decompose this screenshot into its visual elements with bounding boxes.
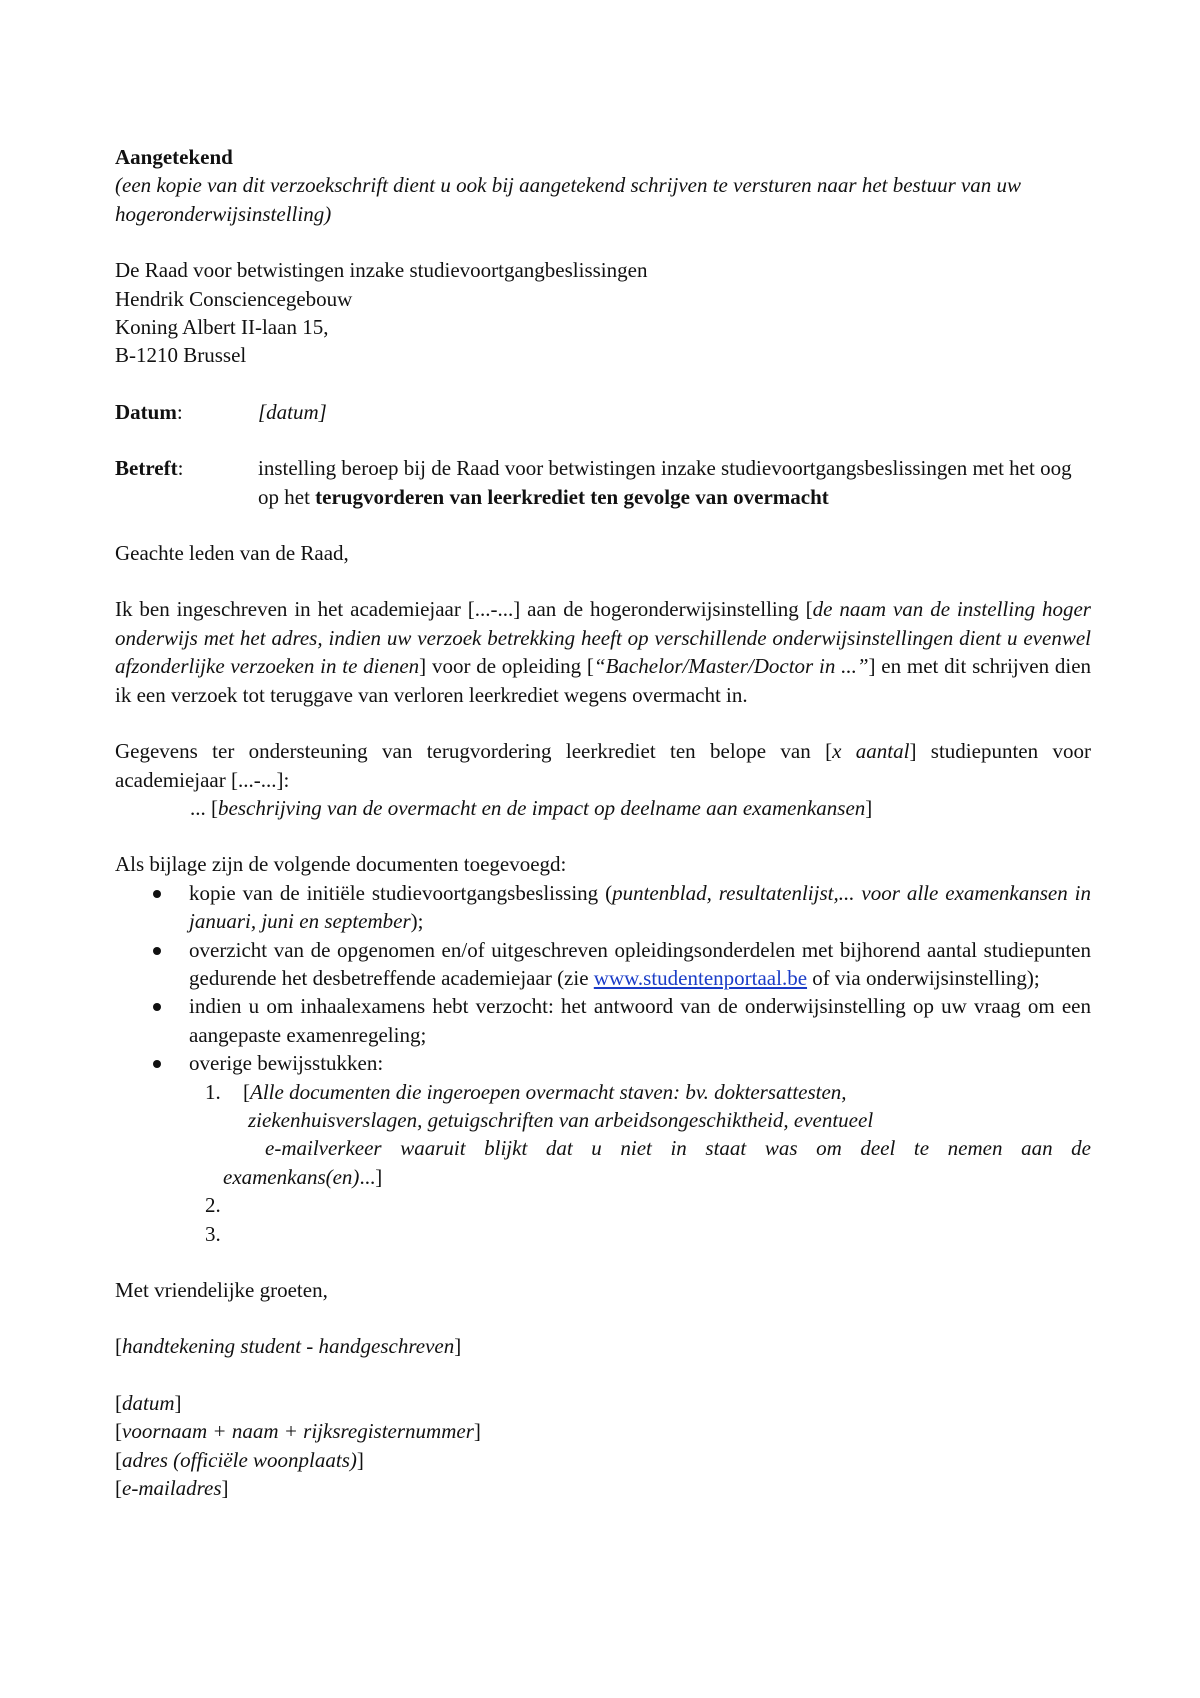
- list-item: [115, 1220, 1091, 1248]
- list-item: overzicht van de opgenomen en/of uitgeschreven opleidingsonderdelen met bijhorend aantal studiepunten gedurende het desbetreffende academiejaar (zie www.studentenportaal.be of via onderwijsinstelling);: [115, 936, 1091, 993]
- datum-row: [115, 398, 1091, 426]
- betreft-row: [115, 454, 1091, 511]
- list-item: kopie van de initiële studievoortgangsbeslissing (puntenblad, resultatenlijst,... voor alle examenkansen in januari, juni en september);: [115, 879, 1091, 936]
- sender-date: [datum]: [115, 1390, 182, 1415]
- closing: Met vriendelijke groeten,: [115, 1278, 328, 1302]
- recipient-address: [115, 256, 1091, 370]
- bullet-icon: [153, 890, 161, 898]
- studentenportaal-link[interactable]: www.studentenportaal.be: [593, 965, 808, 990]
- attachments-list: [115, 879, 1091, 1078]
- list-number: 1.: [205, 1079, 221, 1104]
- force-majeure-description: ... [beschrijving van de overmacht en de impact op deelname aan examenkansen]: [190, 795, 873, 820]
- salutation: Geachte leden van de Raad,: [115, 541, 349, 566]
- list-item: indien u om inhaalexamens hebt verzocht: het antwoord van de onderwijsinstelling op uw vraag om een aangepaste examenregeling;: [115, 992, 1091, 1049]
- signature-placeholder: [handtekening student - handgeschreven]: [115, 1334, 462, 1359]
- sender-email: [e-mailadres]: [115, 1476, 229, 1501]
- letter-page: [115, 143, 1091, 1502]
- header-title: Aangetekend: [115, 145, 233, 169]
- header-note: (een kopie van dit verzoekschrift dient u ook bij aangetekend schrijven te versturen naar het bestuur van uw hogeronderwijsinstelling): [115, 173, 1022, 226]
- list-item: 1. [Alle documenten die ingeroepen overmacht staven: bv. doktersattesten, ziekenhuisverslagen, getuigschriften van arbeidsongeschiktheid, eventueel e-mailverkeer waaruit blijkt dat u niet in staat was om deel te nemen aan de examenkans(en)...]: [205, 1079, 1091, 1189]
- list-number: 2.: [205, 1193, 221, 1218]
- bullet-icon: [153, 947, 161, 955]
- betreft-value: instelling beroep bij de Raad voor betwistingen inzake studievoortgangsbeslissingen met het oog op het terugvorderen van leerkrediet ten gevolge van overmacht: [258, 456, 1072, 509]
- evidence-list: [115, 1078, 1091, 1248]
- sender-details: [115, 1389, 1091, 1503]
- list-number: 3.: [205, 1221, 221, 1246]
- list-item: [115, 1191, 1091, 1219]
- recipient-line: Koning Albert II-laan 15,: [115, 315, 329, 340]
- bullet-icon: [153, 1060, 161, 1068]
- sender-address: [adres (officiële woonplaats)]: [115, 1447, 364, 1472]
- paragraph-enrollment: Ik ben ingeschreven in het academiejaar [...-...] aan de hogeronderwijsinstelling [de naam van de instelling hoger onderwijs met het adres, indien uw verzoek betrekking heeft op verschillende onderwijsinstellingen dient u evenwel afzonderlijke verzoeken in te dienen] voor de opleiding [“Bachelor/Master/Doctor in ...”] en met dit schrijven dien ik een verzoek tot teruggave van verloren leerkrediet wegens overmacht in.: [115, 597, 1092, 707]
- attachments-intro: Als bijlage zijn de volgende documenten toegevoegd:: [115, 852, 567, 877]
- bullet-icon: [153, 1003, 161, 1011]
- datum-value: [datum]: [258, 399, 327, 424]
- list-item: overige bewijsstukken:: [115, 1049, 1091, 1077]
- paragraph-credits: Gegevens ter ondersteuning van terugvordering leerkrediet ten belope van [x aantal] studiepunten voor academiejaar [...-...]:: [115, 739, 1091, 792]
- betreft-label: Betreft:: [115, 456, 184, 481]
- recipient-line: De Raad voor betwistingen inzake studievoortgangbeslissingen: [115, 258, 648, 283]
- recipient-line: B-1210 Brussel: [115, 343, 247, 368]
- sender-name: [voornaam + naam + rijksregisternummer]: [115, 1419, 481, 1444]
- datum-label: Datum:: [115, 399, 183, 424]
- recipient-line: Hendrik Consciencegebouw: [115, 286, 353, 311]
